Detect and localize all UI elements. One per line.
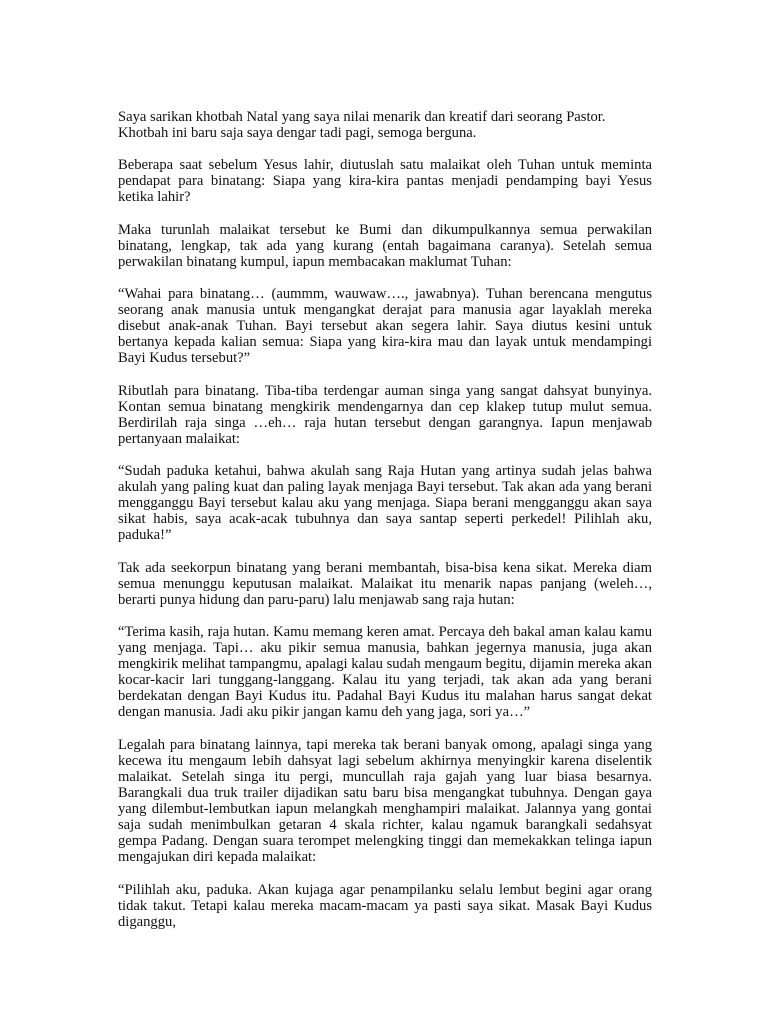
paragraph-angel-reply-lion: “Terima kasih, raja hutan. Kamu memang keren amat. Percaya deh bakal aman kalau kamu yang menjaga. Tapi… aku pikir semua manusia, bahkan jegernya manusia, juga akan mengkirik melihat tampangmu, apalagi kalau sudah mengaum begitu, dijamin mereka akan kocar-kacir lari tunggang-langgang. Kalau itu yang terjadi, tak akan ada yang berani berdekatan dengan Bayi Kudus itu. Padahal Bayi Kudus itu malahan harus sangat dekat dengan manusia. Jadi aku pikir jangan kamu deh yang jaga, sori ya…” — [118, 624, 652, 721]
paragraph-angel-descends: Maka turunlah malaikat tersebut ke Bumi dan dikumpulkannya semua perwakilan binatang, lengkap, tak ada yang kurang (entah bagaimana caranya). Setelah semua perwakilan binatang kumpul, iapun membacakan maklumat Tuhan: — [118, 221, 652, 270]
paragraph-intro: Saya sarikan khotbah Natal yang saya nilai menarik dan kreatif dari seorang Pastor. Khotbah ini baru saja saya dengar tadi pagi, semoga berguna. — [118, 109, 606, 142]
paragraph-angel-sent: Beberapa saat sebelum Yesus lahir, diutuslah satu malaikat oleh Tuhan untuk meminta pendapat para binatang: Siapa yang kira-kira pantas menjadi pendamping bayi Yesus ketika lahir? — [118, 157, 652, 206]
paragraph-angel-responds: Tak ada seekorpun binatang yang berani membantah, bisa-bisa kena sikat. Mereka diam semua menunggu keputusan malaikat. Malaikat itu menarik napas panjang (weleh…, berarti punya hidung dan paru-paru) lalu menjawab sang raja hutan: — [118, 559, 652, 608]
document-page — [118, 109, 652, 930]
paragraph-angel-speech: “Wahai para binatang… (aummm, wauwaw…., jawabnya). Tuhan berencana mengutus seorang anak manusia untuk mengangkat derajat para manusia agar layaklah mereka disebut anak-anak Tuhan. Bayi tersebut akan segera lahir. Saya diutus kesini untuk bertanya kepada kalian semua: Siapa yang kira-kira mau dan layak untuk mendampingi Bayi Kudus tersebut?” — [118, 286, 652, 367]
paragraph-lion-speech: “Sudah paduka ketahui, bahwa akulah sang Raja Hutan yang artinya sudah jelas bahwa akulah yang paling kuat dan paling layak menjaga Bayi tersebut. Tak akan ada yang berani mengganggu Bayi tersebut kalau aku yang menjaga. Siapa berani mengganggu akan saya sikat habis, saya acak-acak tubuhnya dan saya santap seperti perkedel! Pilihlah aku, paduka!” — [118, 463, 652, 544]
paragraph-lion-roars: Ributlah para binatang. Tiba-tiba terdengar auman singa yang sangat dahsyat bunyinya. Kontan semua binatang mengkirik mendengarnya dan cep klakep tutup mulut semua. Berdirilah raja singa …eh… raja hutan tersebut dengan garangnya. Iapun menjawab pertanyaan malaikat: — [118, 382, 652, 447]
paragraph-elephant-speech: “Pilihlah aku, paduka. Akan kujaga agar penampilanku selalu lembut begini agar orang tidak takut. Tetapi kalau mereka macam-macam ya pasti saya sikat. Masak Bayi Kudus diganggu, — [118, 881, 652, 930]
paragraph-elephant-arrives: Legalah para binatang lainnya, tapi mereka tak berani banyak omong, apalagi singa yang kecewa itu mengaum lebih dahsyat lagi sebelum akhirnya menyingkir karena diselentik malaikat. Setelah singa itu pergi, muncullah raja gajah yang luar biasa besarnya. Barangkali dua truk trailer dijadikan satu baru bisa mengangkat tubuhnya. Dengan gaya yang dilembut-lembutkan iapun melangkah menghampiri malaikat. Jalannya yang gontai saja sudah menimbulkan getaran 4 skala richter, kalau ngamuk barangkali sedahsyat gempa Padang. Dengan suara terompet melengking tinggi dan memekakkan telinga iapun mengajukan diri kepada malaikat: — [118, 736, 652, 866]
